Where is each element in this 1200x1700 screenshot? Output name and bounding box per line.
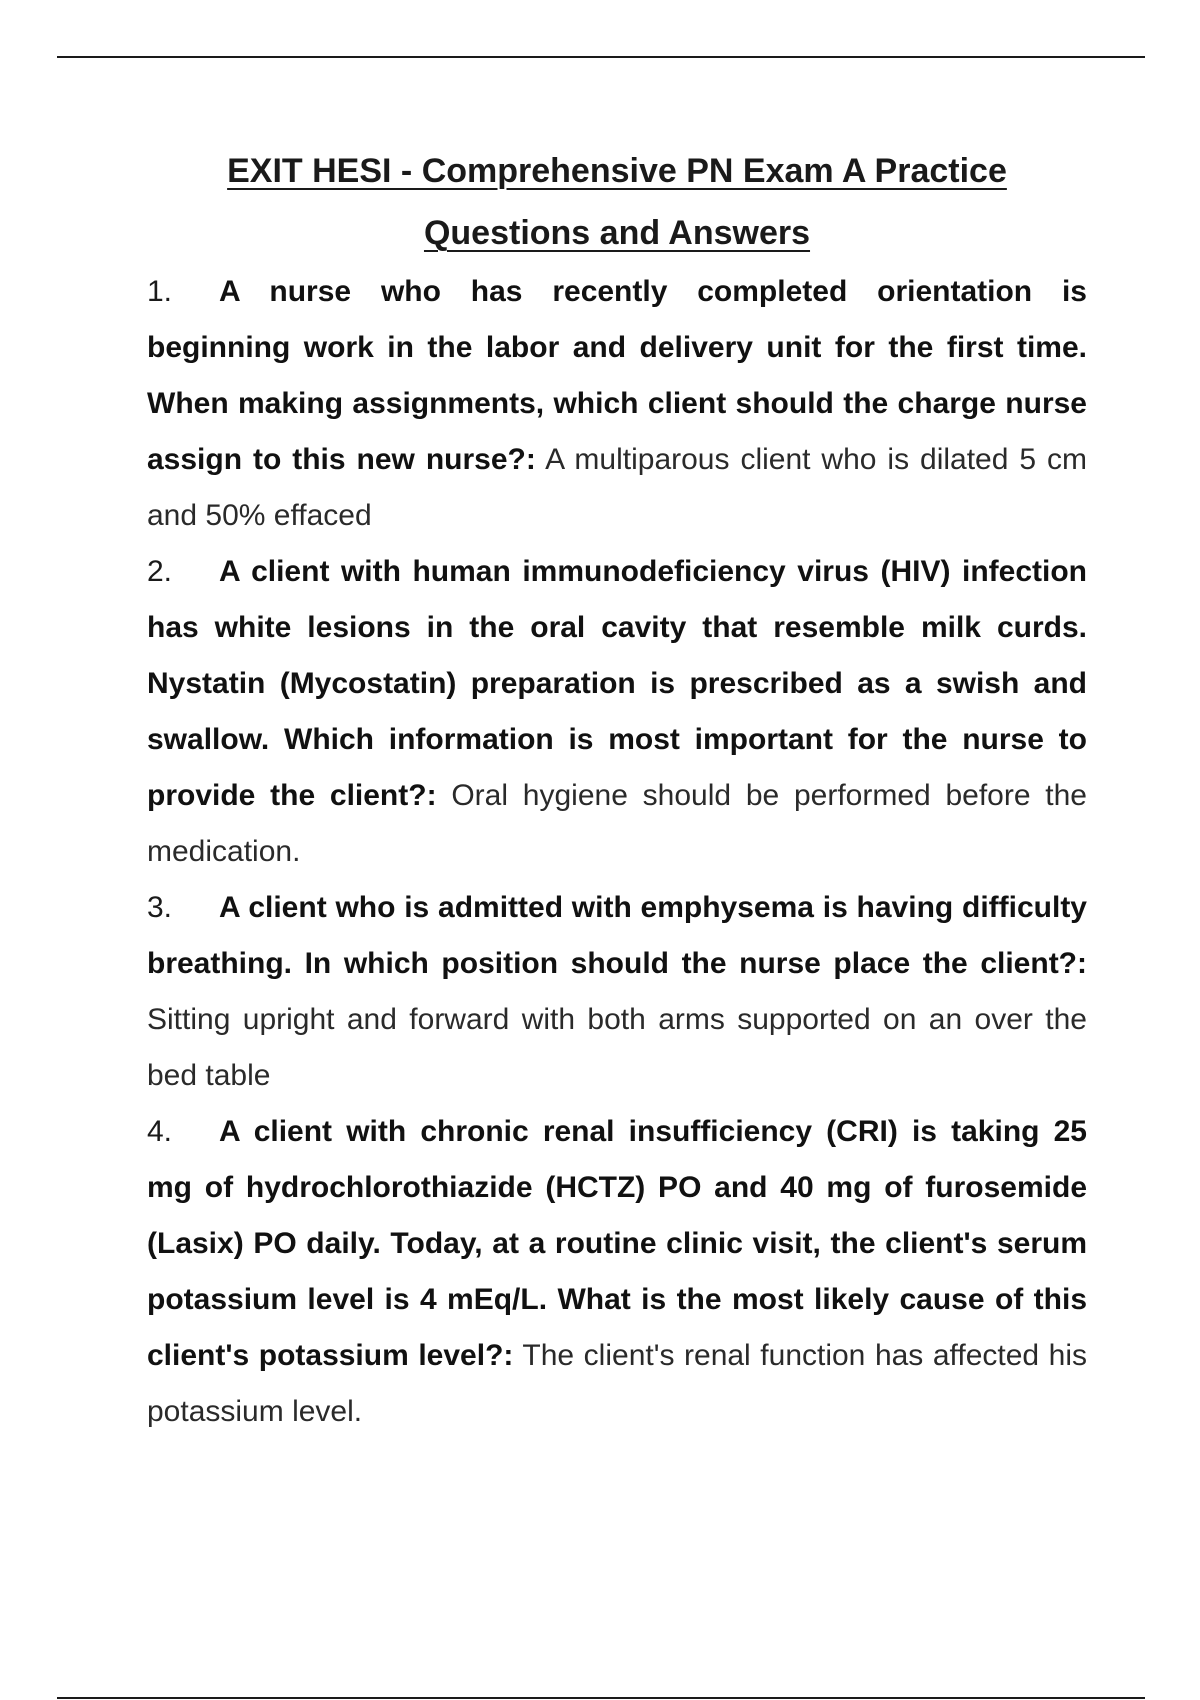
question-text: A client who is admitted with emphysema is having difficulty breathing. In which position should the nurse place the client?: [147,891,1087,980]
title-line-1: EXIT HESI - Comprehensive PN Exam A Practice [227,152,1007,190]
qa-item-4 [147,1104,1087,1440]
question-number: 1. [147,275,173,308]
question-text: A client with chronic renal insufficiency (CRI) is taking 25 mg of hydrochlorothiazide (HCTZ) PO and 40 mg of furosemide (Lasix) PO daily. Today, at a routine clinic visit, the client's serum potassium level is 4 mEq/L. What is the most likely cause of this client's potassium level?: [147,1115,1087,1372]
question-text: A client with human immunodeficiency virus (HIV) infection has white lesions in the oral cavity that resemble milk curds. Nystatin (Mycostatin) preparation is prescribed as a swish and swallow. Which information is most important for the nurse to provide the client?: [147,555,1087,812]
question-number: 4. [147,1115,173,1148]
qa-item-3 [147,880,1087,1104]
answer-text: Sitting upright and forward with both arms supported on an over the bed table [147,1003,1087,1092]
question-text: A nurse who has recently completed orientation is beginning work in the labor and delivery unit for the first time. When making assignments, which client should the charge nurse assign to this new nurse?: [147,275,1087,476]
qa-item-1 [147,264,1087,544]
answer-text: The client's renal function has affected his potassium level. [147,1339,1087,1428]
question-number: 3. [147,891,173,924]
answer-text: A multiparous client who is dilated 5 cm and 50% effaced [147,443,1087,532]
top-divider [57,56,1145,58]
question-number: 2. [147,555,173,588]
document-body [147,140,1087,1440]
title-line-2: Questions and Answers [423,214,811,252]
answer-text: Oral hygiene should be performed before the medication. [147,779,1087,868]
qa-item-2 [147,544,1087,880]
bottom-divider [57,1697,1145,1699]
document-title [147,140,1087,264]
